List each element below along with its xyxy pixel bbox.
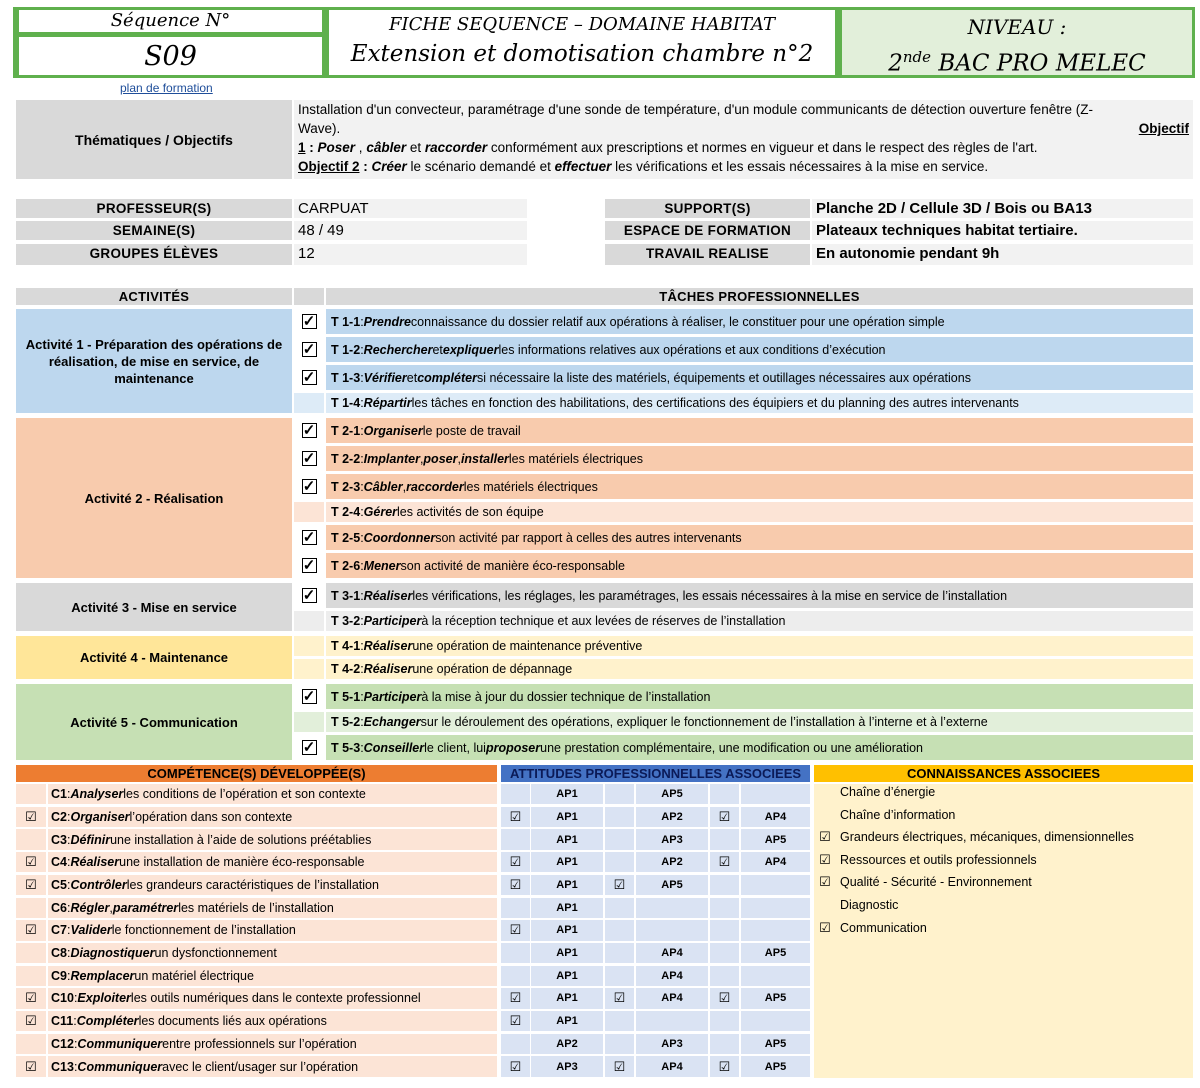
ap-label: AP5 xyxy=(741,829,810,849)
task-check-cell xyxy=(294,309,324,334)
groupes-label: GROUPES ÉLÈVES xyxy=(16,244,292,265)
connaissance-label: Ressources et outils professionnels xyxy=(840,852,1037,867)
connaissance-check[interactable]: ☑ xyxy=(819,851,831,867)
task-t3-1: T 3-1 : Réaliser les vérifications, les réglages, les paramétrages, les essais nécessaires à la mise en service de l’installation xyxy=(326,583,1193,608)
task-check-cell xyxy=(294,684,324,709)
attitudes-header: ATTITUDES PROFESSIONNELLES ASSOCIEES xyxy=(501,765,810,782)
competence-c12: C12 : Communiquer entre professionnels sur l’opération xyxy=(48,1034,497,1054)
espace-value: Plateaux techniques habitat tertiaire. xyxy=(812,221,1193,240)
ap-label: AP1 xyxy=(531,943,603,963)
task-checkbox[interactable]: ✓ xyxy=(302,587,316,604)
competence-c9: C9 : Remplacer un matériel électrique xyxy=(48,966,497,986)
ap-check xyxy=(501,943,530,963)
connaissance-check[interactable]: ☑ xyxy=(819,829,831,845)
competence-c5: C5 : Contrôler les grandeurs caractéristiques de l’installation xyxy=(48,875,497,895)
espace-label: ESPACE DE FORMATION xyxy=(605,221,810,240)
connaissance-check xyxy=(814,805,836,825)
task-t1-2: T 1-2 : Rechercher et expliquer les informations relatives aux opérations et aux conditions d’exécution xyxy=(326,337,1193,362)
ap-check xyxy=(501,784,530,804)
ap-label xyxy=(741,966,810,986)
task-t5-1: T 5-1 : Participer à la mise à jour du dossier technique de l’installation xyxy=(326,684,1193,709)
ap-label: AP1 xyxy=(531,852,603,872)
task-check-cell xyxy=(294,583,324,608)
tasks-header: TÂCHES PROFESSIONNELLES xyxy=(326,288,1193,305)
ap-label: AP5 xyxy=(741,1056,810,1076)
niveau-value: 2nde BAC PRO MELEC xyxy=(888,48,1146,77)
ap-check xyxy=(605,852,634,872)
connaissance-label: Diagnostic xyxy=(840,898,899,912)
ap-check[interactable]: ☑ xyxy=(501,852,530,872)
task-check-cell xyxy=(294,659,324,679)
competence-check[interactable]: ☑ xyxy=(16,852,46,872)
ap-check[interactable]: ☑ xyxy=(501,988,530,1008)
task-check-cell xyxy=(294,337,324,362)
ap-label: AP5 xyxy=(741,1034,810,1054)
ap-label: AP4 xyxy=(636,1056,708,1076)
ap-check[interactable]: ☑ xyxy=(710,988,739,1008)
task-check-cell xyxy=(294,502,324,522)
ap-check xyxy=(605,1034,634,1054)
thematiques-text: Installation d'un convecteur, paramétrage d'une sonde de température, d'un module communicants de détection ouverture fenêtre (Z- Wave). Objectif 1 : Poser , câbler et raccorder conformément aux prescriptions et normes en vigueur et dans le respect des règles de l'art. Objectif 2 : Créer le scénario demandé et effectuer les vérifications et les essais nécessaires à la mise en service. xyxy=(294,100,1193,179)
title-line-1: FICHE SEQUENCE – DOMAINE HABITAT xyxy=(389,14,775,35)
ap-label: AP1 xyxy=(531,829,603,849)
competence-check[interactable]: ☑ xyxy=(16,1011,46,1031)
competence-check xyxy=(16,966,46,986)
ap-label: AP5 xyxy=(741,943,810,963)
connaissance-label: Qualité - Sécurité - Environnement xyxy=(840,875,1032,890)
task-check-cell xyxy=(294,611,324,631)
ap-label: AP4 xyxy=(636,943,708,963)
ap-check[interactable]: ☑ xyxy=(501,1011,530,1031)
travail-label: TRAVAIL REALISE xyxy=(605,244,810,265)
ap-label: AP1 xyxy=(531,1011,603,1031)
ap-label: AP5 xyxy=(741,988,810,1008)
task-checkbox[interactable]: ✓ xyxy=(302,688,316,705)
competences-header: COMPÉTENCE(S) DÉVELOPPÉE(S) xyxy=(16,765,497,782)
ap-check xyxy=(501,1034,530,1054)
ap-label: AP3 xyxy=(531,1056,603,1076)
ap-check xyxy=(605,943,634,963)
competence-c8: C8 : Diagnostiquer un dysfonctionnement xyxy=(48,943,497,963)
task-check-cell xyxy=(294,474,324,499)
task-checkbox[interactable]: ✓ xyxy=(302,450,316,467)
ap-check[interactable]: ☑ xyxy=(501,1056,530,1076)
competence-check[interactable]: ☑ xyxy=(16,1056,46,1076)
competence-check xyxy=(16,898,46,918)
competence-c2: C2 : Organiser l’opération dans son contexte xyxy=(48,807,497,827)
connaissances-header: CONNAISSANCES ASSOCIEES xyxy=(814,765,1193,782)
connaissance-check[interactable]: ☑ xyxy=(819,874,831,890)
task-check-cell xyxy=(294,735,324,760)
sequence-title xyxy=(329,10,835,75)
ap-label: AP1 xyxy=(531,920,603,940)
ap-label xyxy=(636,1011,708,1031)
ap-check xyxy=(710,784,739,804)
semaine-value: 48 / 49 xyxy=(294,221,527,240)
task-t1-1: T 1-1 : Prendre connaissance du dossier relatif aux opérations à réaliser, le constituer pour une opération simple xyxy=(326,309,1193,334)
ap-label: AP2 xyxy=(636,807,708,827)
ap-check xyxy=(501,898,530,918)
ap-check[interactable]: ☑ xyxy=(710,1056,739,1076)
ap-check[interactable]: ☑ xyxy=(605,988,634,1008)
ap-check xyxy=(501,829,530,849)
task-check-cell xyxy=(294,393,324,413)
task-check-cell xyxy=(294,712,324,732)
competence-check[interactable]: ☑ xyxy=(16,875,46,895)
ap-check[interactable]: ☑ xyxy=(501,875,530,895)
ap-check[interactable]: ☑ xyxy=(501,920,530,940)
activity-4-label: Activité 4 - Maintenance xyxy=(16,636,292,679)
ap-check[interactable]: ☑ xyxy=(605,875,634,895)
ap-label xyxy=(741,784,810,804)
task-t2-2: T 2-2 : Implanter , poser , installer les matériels électriques xyxy=(326,446,1193,471)
connaissance-label: Communication xyxy=(840,920,927,935)
task-t4-2: T 4-2 : Réaliser une opération de dépannage xyxy=(326,659,1193,679)
ap-label: AP1 xyxy=(531,898,603,918)
competence-c6: C6 : Régler , paramétrer les matériels de l’installation xyxy=(48,898,497,918)
ap-label: AP5 xyxy=(636,784,708,804)
ap-check xyxy=(710,1011,739,1031)
activity-3-label: Activité 3 - Mise en service xyxy=(16,583,292,631)
task-checkbox[interactable]: ✓ xyxy=(302,341,316,358)
travail-value: En autonomie pendant 9h xyxy=(812,244,1193,265)
ap-check xyxy=(605,898,634,918)
task-t3-2: T 3-2 : Participer à la réception technique et aux levées de réserves de l’installation xyxy=(326,611,1193,631)
ap-label: AP4 xyxy=(636,966,708,986)
ap-check xyxy=(501,966,530,986)
ap-label xyxy=(741,875,810,895)
ap-label: AP3 xyxy=(636,829,708,849)
ap-check xyxy=(605,966,634,986)
ap-label: AP1 xyxy=(531,988,603,1008)
ap-check xyxy=(710,966,739,986)
ap-check xyxy=(710,898,739,918)
title-line-2: Extension et domotisation chambre n°2 xyxy=(350,41,814,67)
ap-check xyxy=(710,920,739,940)
niveau-label: NIVEAU : xyxy=(967,15,1067,39)
plan-formation-link[interactable]: plan de formation xyxy=(120,81,213,95)
ap-label: AP1 xyxy=(531,966,603,986)
ap-label: AP1 xyxy=(531,875,603,895)
ap-check xyxy=(605,784,634,804)
task-checkbox[interactable]: ✓ xyxy=(302,529,316,546)
professeur-label: PROFESSEUR(S) xyxy=(16,199,292,218)
ap-check[interactable]: ☑ xyxy=(710,807,739,827)
sequence-code: S09 xyxy=(19,37,322,75)
thematiques-label: Thématiques / Objectifs xyxy=(16,100,292,179)
activities-header: ACTIVITÉS xyxy=(16,288,292,305)
ap-label xyxy=(741,898,810,918)
competence-c4: C4 : Réaliser une installation de manière éco-responsable xyxy=(48,852,497,872)
competence-check xyxy=(16,943,46,963)
activity-5-label: Activité 5 - Communication xyxy=(16,684,292,760)
groupes-value: 12 xyxy=(294,244,527,265)
task-check-cell xyxy=(294,446,324,471)
connaissance-label: Chaîne d’énergie xyxy=(840,785,936,799)
competence-check[interactable]: ☑ xyxy=(16,920,46,940)
task-t2-4: T 2-4 : Gérer les activités de son équipe xyxy=(326,502,1193,522)
ap-label xyxy=(741,1011,810,1031)
competence-check xyxy=(16,1034,46,1054)
task-t2-1: T 2-1 : Organiser le poste de travail xyxy=(326,418,1193,443)
task-t1-4: T 1-4 : Répartir les tâches en fonction des habilitations, des certifications des équipiers et du planning des autres intervenants xyxy=(326,393,1193,413)
competence-c10: C10 : Exploiter les outils numériques dans le contexte professionnel xyxy=(48,988,497,1008)
ap-check xyxy=(605,807,634,827)
competence-c11: C11 : Compléter les documents liés aux opérations xyxy=(48,1011,497,1031)
task-t2-6: T 2-6 : Mener son activité de manière éco-responsable xyxy=(326,553,1193,578)
task-checkbox[interactable]: ✓ xyxy=(302,313,316,330)
ap-check[interactable]: ☑ xyxy=(710,852,739,872)
ap-check xyxy=(605,829,634,849)
niveau-box xyxy=(842,10,1192,75)
task-check-cell xyxy=(294,636,324,656)
task-checkbox[interactable]: ✓ xyxy=(302,369,316,386)
ap-label: AP4 xyxy=(636,988,708,1008)
activity-2-label: Activité 2 - Réalisation xyxy=(16,418,292,578)
competence-check xyxy=(16,829,46,849)
competence-c3: C3 : Définir une installation à l’aide de solutions préétablies xyxy=(48,829,497,849)
activity-1-label: Activité 1 - Préparation des opérations de réalisation, de mise en service, de maintenance xyxy=(16,309,292,413)
task-t2-3: T 2-3 : Câbler , raccorder les matériels électriques xyxy=(326,474,1193,499)
task-checkbox[interactable]: ✓ xyxy=(302,478,316,495)
task-t4-1: T 4-1 : Réaliser une opération de maintenance préventive xyxy=(326,636,1193,656)
ap-label: AP1 xyxy=(531,784,603,804)
support-value: Planche 2D / Cellule 3D / Bois ou BA13 xyxy=(812,199,1193,218)
task-check-cell xyxy=(294,553,324,578)
task-checkbox[interactable]: ✓ xyxy=(302,422,316,439)
ap-check xyxy=(605,1011,634,1031)
task-check-cell xyxy=(294,418,324,443)
task-t5-2: T 5-2 : Echanger sur le déroulement des opérations, expliquer le fonctionnement de l’installation à l’interne et à l’externe xyxy=(326,712,1193,732)
ap-check[interactable]: ☑ xyxy=(501,807,530,827)
ap-label: AP5 xyxy=(636,875,708,895)
task-check-cell xyxy=(294,525,324,550)
connaissance-label: Chaîne d’information xyxy=(840,807,956,822)
task-check-cell xyxy=(294,365,324,390)
competence-c1: C1 : Analyser les conditions de l’opération et son contexte xyxy=(48,784,497,804)
competence-check[interactable]: ☑ xyxy=(16,988,46,1008)
connaissance-label: Grandeurs électriques, mécaniques, dimensionnelles xyxy=(840,830,1134,845)
ap-check xyxy=(710,1034,739,1054)
task-t2-5: T 2-5 : Coordonner son activité par rapport à celles des autres intervenants xyxy=(326,525,1193,550)
ap-label: AP3 xyxy=(636,1034,708,1054)
ap-check xyxy=(710,875,739,895)
ap-label: AP1 xyxy=(531,807,603,827)
connaissance-check xyxy=(814,782,836,802)
ap-check xyxy=(710,943,739,963)
sequence-label: Séquence N° xyxy=(19,10,322,32)
competence-c13: C13 : Communiquer avec le client/usager sur l’opération xyxy=(48,1056,497,1076)
semaine-label: SEMAINE(S) xyxy=(16,221,292,240)
ap-check xyxy=(710,829,739,849)
task-t1-3: T 1-3 : Vérifier et compléter si nécessaire la liste des matériels, équipements et outillages nécessaires aux opérations xyxy=(326,365,1193,390)
competence-check[interactable]: ☑ xyxy=(16,807,46,827)
ap-check[interactable]: ☑ xyxy=(605,1056,634,1076)
ap-label: AP2 xyxy=(531,1034,603,1054)
ap-label: AP4 xyxy=(741,807,810,827)
professeur-value: CARPUAT xyxy=(294,199,527,218)
ap-check xyxy=(605,920,634,940)
ap-label xyxy=(636,898,708,918)
task-checkbox[interactable]: ✓ xyxy=(302,557,316,574)
connaissance-check[interactable]: ☑ xyxy=(819,919,831,935)
support-label: SUPPORT(S) xyxy=(605,199,810,218)
task-checkbox[interactable]: ✓ xyxy=(302,739,316,756)
activities-header-check-col xyxy=(294,288,324,305)
ap-label: AP2 xyxy=(636,852,708,872)
competence-c7: C7 : Valider le fonctionnement de l’installation xyxy=(48,920,497,940)
task-t5-3: T 5-3 : Conseiller le client, lui proposer une prestation complémentaire, une modification ou une amélioration xyxy=(326,735,1193,760)
connaissance-check xyxy=(814,895,836,915)
ap-label xyxy=(741,920,810,940)
ap-label xyxy=(636,920,708,940)
competence-check xyxy=(16,784,46,804)
ap-label: AP4 xyxy=(741,852,810,872)
